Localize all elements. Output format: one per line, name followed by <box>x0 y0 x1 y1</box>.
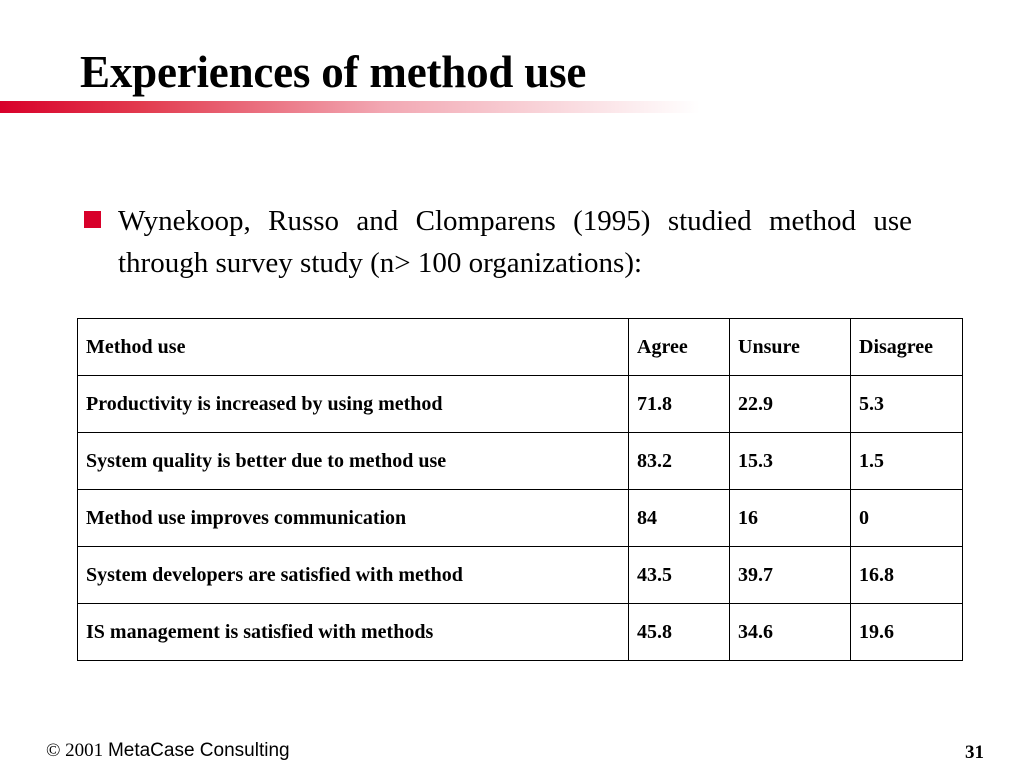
bullet-text: Wynekoop, Russo and Clomparens (1995) studied method use through survey study (n> 100 organizations): <box>118 205 912 279</box>
table-row <box>78 376 963 433</box>
title-underline-bar <box>0 101 700 113</box>
table-cell-statement: System quality is better due to method use <box>78 433 629 490</box>
table-cell-disagree: 5.3 <box>851 376 963 433</box>
table-cell-agree: 83.2 <box>629 433 730 490</box>
table-cell-unsure: 15.3 <box>730 433 851 490</box>
method-use-table <box>77 318 963 661</box>
copyright-year: © 2001 <box>46 740 104 761</box>
table-cell-statement: IS management is satisfied with methods <box>78 604 629 661</box>
table-header-row <box>78 319 963 376</box>
company-name: MetaCase Consulting <box>107 740 290 761</box>
table-cell-agree: 43.5 <box>629 547 730 604</box>
table-cell-unsure: 16 <box>730 490 851 547</box>
footer-copyright <box>46 740 290 762</box>
table-row <box>78 490 963 547</box>
page-number: 31 <box>965 742 984 763</box>
table-cell-disagree: 0 <box>851 490 963 547</box>
square-bullet-icon <box>84 211 101 228</box>
table-cell-disagree: 1.5 <box>851 433 963 490</box>
table-cell-unsure: 22.9 <box>730 376 851 433</box>
table-cell-statement: Productivity is increased by using method <box>78 376 629 433</box>
header-cell-unsure: Unsure <box>730 319 851 376</box>
table-cell-disagree: 19.6 <box>851 604 963 661</box>
table-cell-agree: 45.8 <box>629 604 730 661</box>
table-row <box>78 604 963 661</box>
table-cell-agree: 71.8 <box>629 376 730 433</box>
table-cell-statement: System developers are satisfied with method <box>78 547 629 604</box>
header-cell-method-use: Method use <box>78 319 629 376</box>
bullet-point <box>84 200 912 284</box>
table-row <box>78 433 963 490</box>
table-cell-statement: Method use improves communication <box>78 490 629 547</box>
slide-title: Experiences of method use <box>80 47 587 97</box>
header-cell-disagree: Disagree <box>851 319 963 376</box>
table-cell-disagree: 16.8 <box>851 547 963 604</box>
table-cell-unsure: 34.6 <box>730 604 851 661</box>
table-cell-unsure: 39.7 <box>730 547 851 604</box>
table-cell-agree: 84 <box>629 490 730 547</box>
table-row <box>78 547 963 604</box>
header-cell-agree: Agree <box>629 319 730 376</box>
